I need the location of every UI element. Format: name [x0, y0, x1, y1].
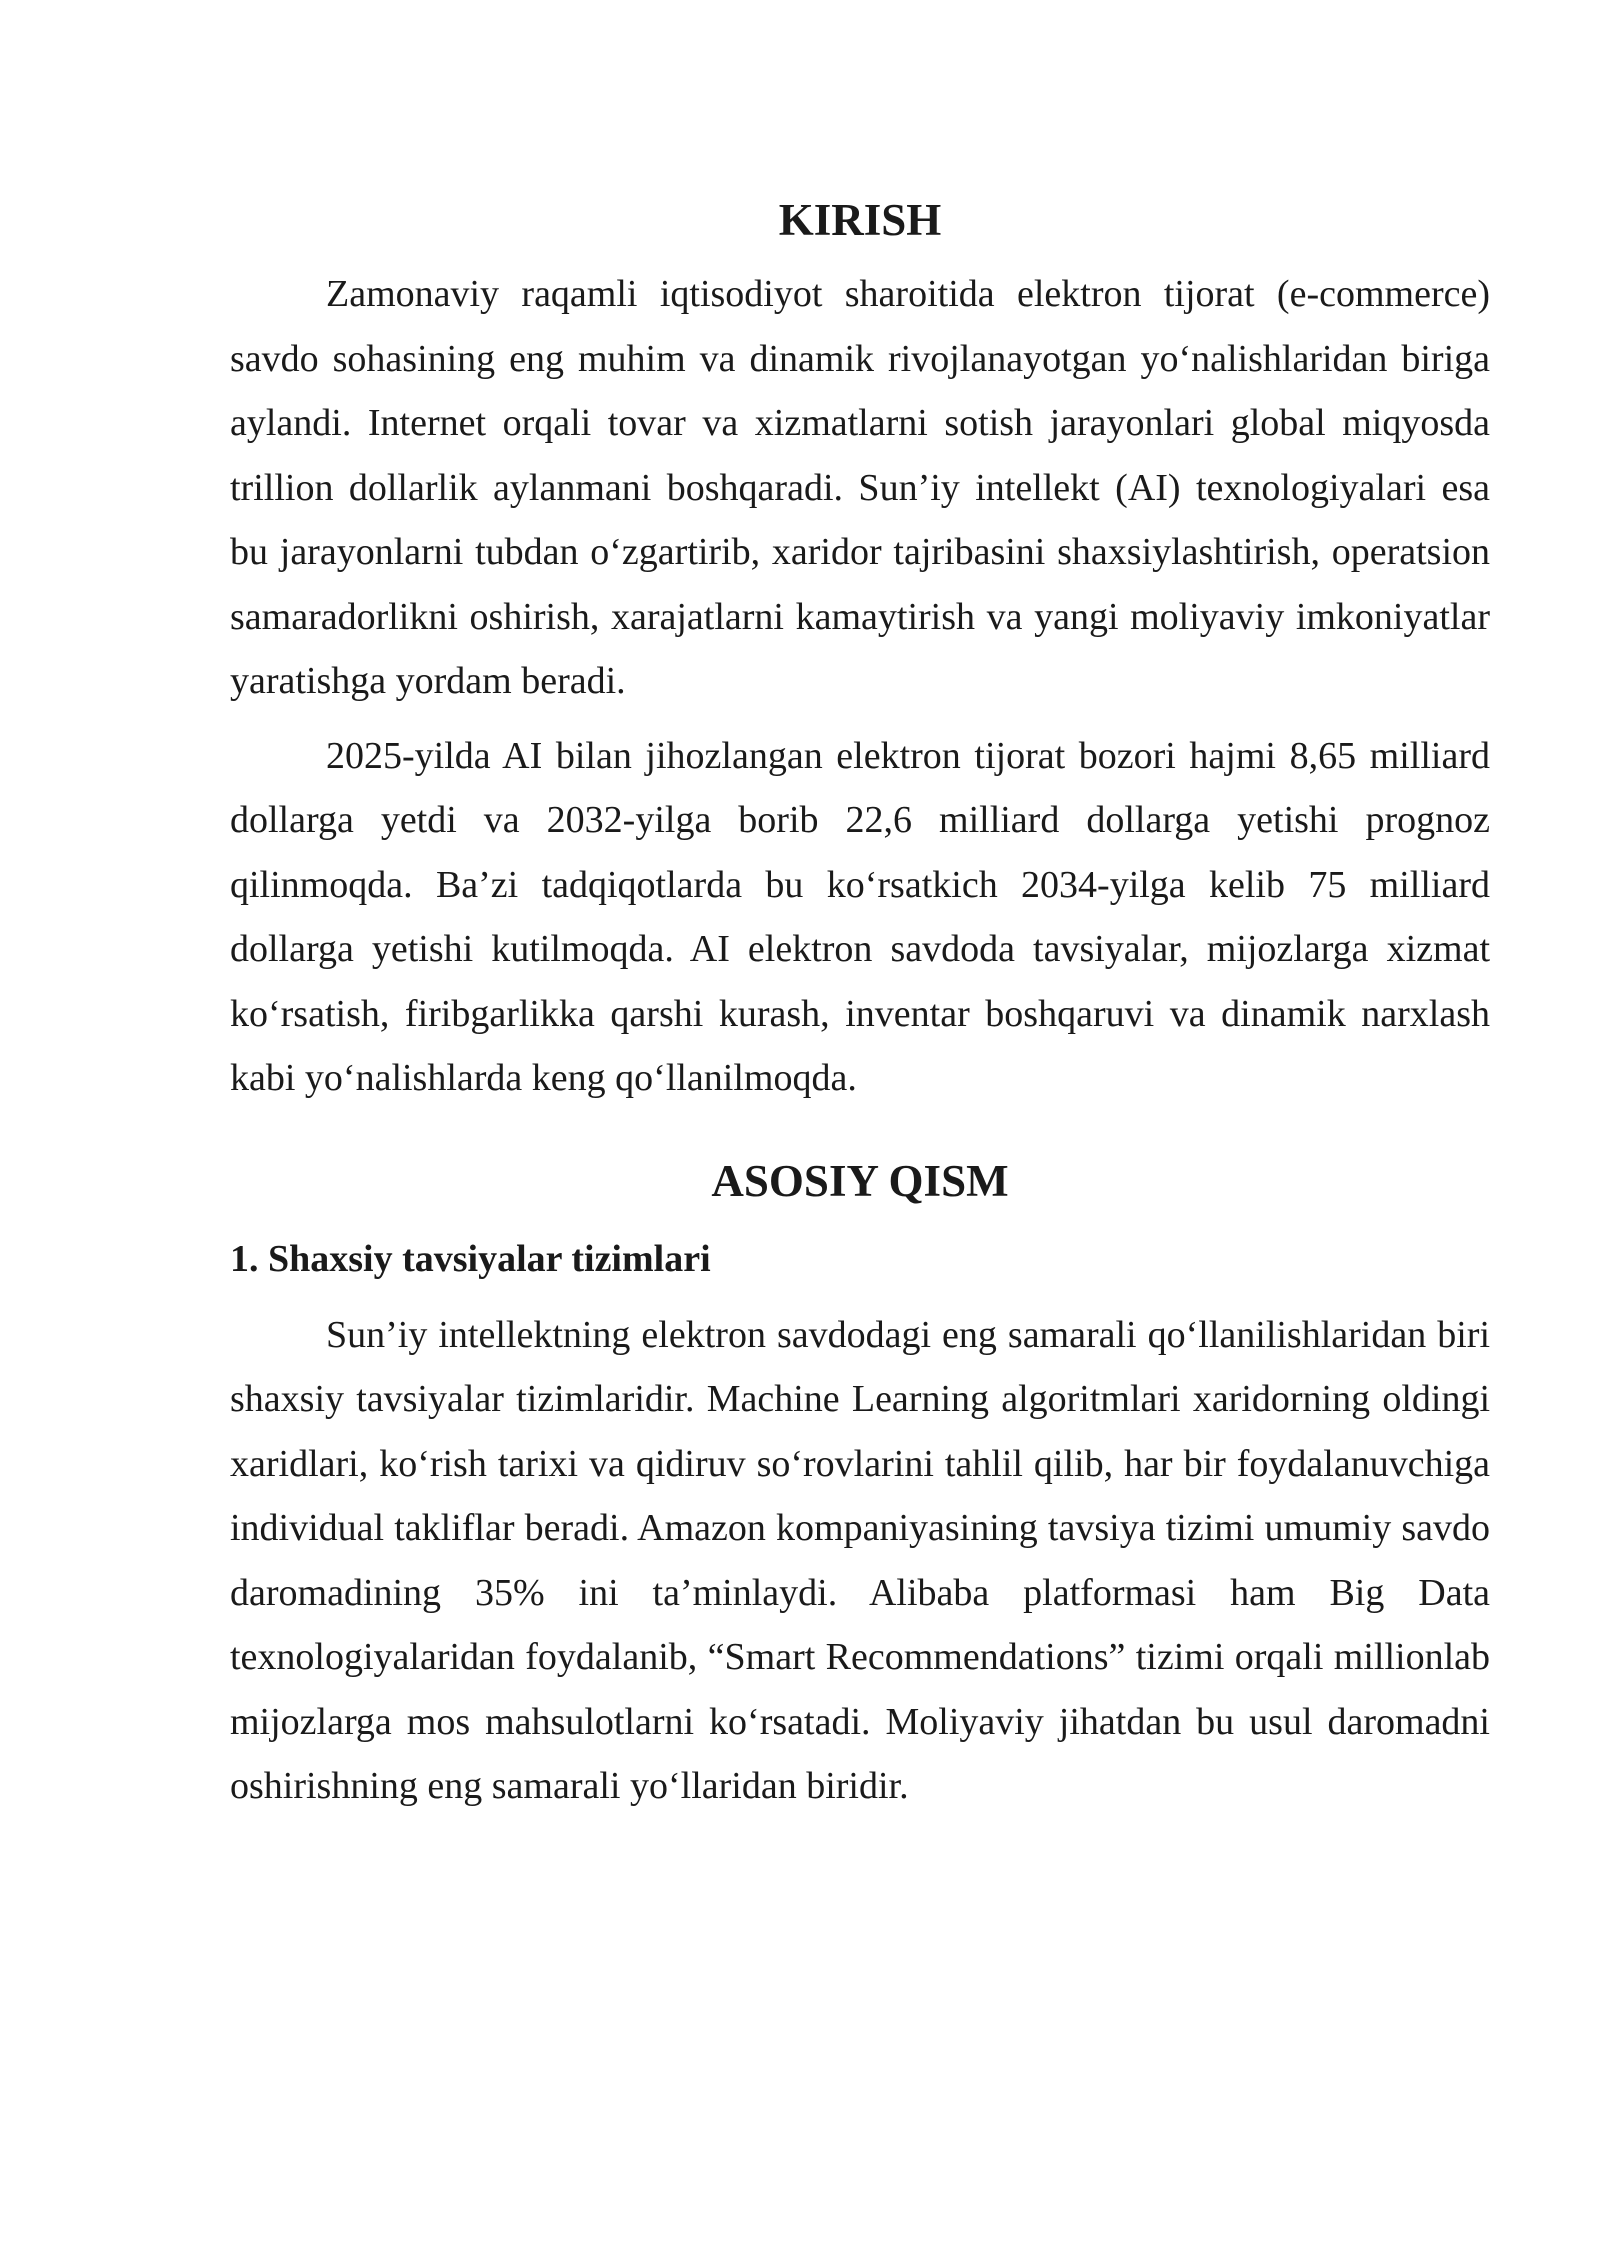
intro-paragraph-2: 2025-yilda AI bilan jihozlangan elektron tijorat bozori hajmi 8,65 milliard dollarga yetdi va 2032-yilga borib 22,6 milliard dollarga yetishi prognoz qilinmoqda. Ba’zi tadqiqotlarda bu ko‘rsatkich 2034-yilga kelib 75 milliard dollarga yetishi kutilmoqda. AI elektron savdoda tavsiyalar, mijozlarga xizmat ko‘rsatish, firibgarlikka qarshi kurash, inventar boshqaruvi va dinamik narxlash kabi yo‘nalishlarda keng qo‘llanilmoqda.: [230, 734, 1490, 1099]
section-1-heading: 1. Shaxsiy tavsiyalar tizimlari: [230, 1237, 711, 1280]
section-1-paragraph: Sun’iy intellektning elektron savdodagi eng samarali qo‘llanilishlaridan biri shaxsiy tavsiyalar tizimlaridir. Machine Learning algoritmlari xaridorning oldingi xaridlari, ko‘rish tarixi va qidiruv so‘rovlarini tahlil qilib, har bir foydalanuvchiga individual takliflar beradi. Amazon kompaniyasining tavsiya tizimi umumiy savdo daromadining 35% ini ta’minlaydi. Alibaba platformasi ham Big Data texnologiyalaridan foydalanib, “Smart Recommendations” tizimi orqali millionlab mijozlarga mos mahsulotlarni ko‘rsatadi. Moliyaviy jihatdan bu usul daromadni oshirishning eng samarali yo‘llaridan biridir.: [230, 1313, 1490, 1807]
main-title: ASOSIY QISM: [711, 1155, 1009, 1206]
intro-paragraph-1: Zamonaviy raqamli iqtisodiyot sharoitida elektron tijorat (e-commerce) savdo sohasining eng muhim va dinamik rivojlanayotgan yo‘nalishlaridan biriga aylandi. Internet orqali tovar va xizmatlarni sotish jarayonlari global miqyosda trillion dollarlik aylanmani boshqaradi. Sun’iy intellekt (AI) texnologiyalari esa bu jarayonlarni tubdan o‘zgartirib, xaridor tajribasini shaxsiylashtirish, operatsion samaradorlikni oshirish, xarajatlarni kamaytirish va yangi moliyaviy imkoniyatlar yaratishga yordam beradi.: [230, 273, 1490, 702]
document-page: [230, 180, 1490, 1829]
intro-title: KIRISH: [778, 195, 942, 245]
